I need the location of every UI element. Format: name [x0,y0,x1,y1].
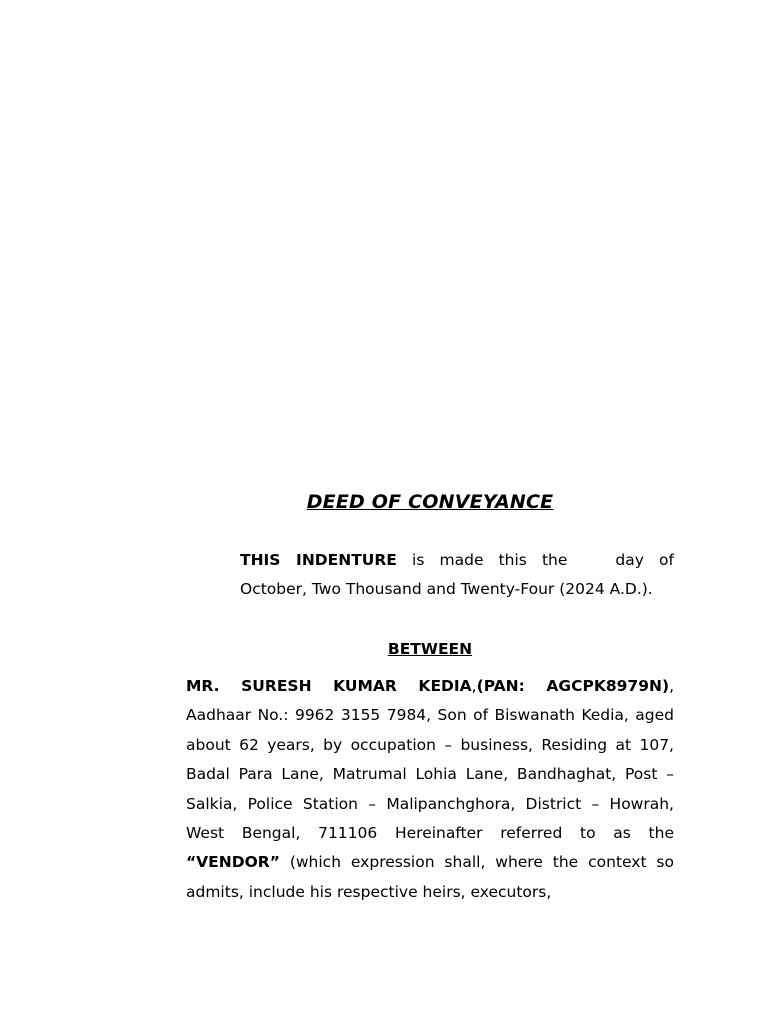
indenture-text-2: day of October, Two Thousand and Twenty-Four (2024 A.D.). [240,551,674,599]
vendor-role: “VENDOR” [186,853,280,872]
vendor-comma: , [471,677,477,695]
indenture-paragraph [240,546,674,605]
indenture-text-1: is made this the [396,551,568,569]
between-heading: BETWEEN [387,640,473,658]
vendor-tail: (which expression shall, where the context so admits, include his respective heirs, executors, [186,853,674,901]
vendor-pan: (PAN: AGCPK8979N) [476,677,670,695]
vendor-details: , Aadhaar No.: 9962 3155 7984, Son of Biswanath Kedia, aged about 62 years, by occupation – business, Residing at 107, Badal Para Lane, Matrumal Lohia Lane, Bandhaghat, Post – Salkia, Police Station – Malipanchghora, District – Howrah, West Bengal, 711106 Hereinafter referred to as the [186,677,674,843]
deed-title: DEED OF CONVEYANCE [306,491,554,513]
vendor-name: MR. SURESH KUMAR KEDIA [186,677,472,695]
indenture-lead: THIS INDENTURE [240,551,397,569]
vendor-paragraph [186,672,674,907]
